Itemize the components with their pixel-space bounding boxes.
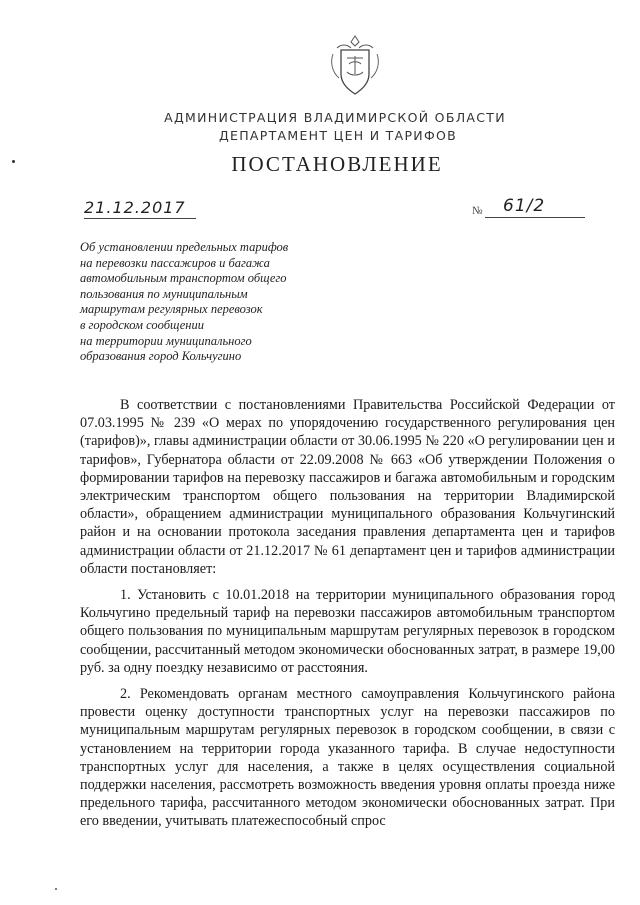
subject-line: автомобильным транспортом общего: [80, 271, 287, 286]
subject-line: на территории муниципального: [80, 333, 252, 348]
document-subject: [80, 240, 340, 365]
coat-of-arms-icon: [327, 34, 383, 96]
organization-name: АДМИНИСТРАЦИЯ ВЛАДИМИРСКОЙ ОБЛАСТИ: [164, 110, 506, 125]
body-paragraph: 1. Установить с 10.01.2018 на территории муниципального образования город Кольчугино предельный тариф на перевозки пассажиров автомобильным транспортом общего пользования по муниципальным маршрутам регулярных перевозок в городском сообщении, рассчитанный методом экономически обоснованных затрат, в размере 19,00 руб. за одну поездку независимо от расстояния.: [80, 587, 615, 676]
date-underline: [84, 218, 196, 219]
document-number: 61/2: [503, 196, 546, 216]
document-date: 21.12.2017: [84, 198, 186, 217]
body-paragraph: В соответствии с постановлениями Правительства Российской Федерации от 07.03.1995 № 239 «О мерах по упорядочению государственного регулирования цен (тарифов)», главы администрации области от 30.06.1995 № 220 «О регулировании цен и тарифов», Губернатора области от 22.09.2008 № 663 «Об утверждении Положения о формировании тарифов на перевозку пассажиров и багажа автомобильным и городским электрическим транспортом общего пользования на территории Владимирской области», обращением администрации муниципального образования Кольчугинский район и на основании протокола заседания правления департамента цен и тарифов администрации области от 21.12.2017 № 61 департамент цен и тарифов администрации области постановляет:: [80, 397, 615, 577]
department-name: ДЕПАРТАМЕНТ ЦЕН И ТАРИФОВ: [218, 128, 458, 143]
subject-line: в городском сообщении: [80, 317, 204, 332]
subject-line: Об установлении предельных тарифов: [80, 240, 289, 254]
scan-mark: [55, 888, 57, 890]
document-type: ПОСТАНОВЛЕНИЕ: [231, 152, 443, 176]
subject-line: пользования по муниципальным: [80, 286, 248, 301]
body-paragraph: 2. Рекомендовать органам местного самоуправления Кольчугинского района провести оценку доступности транспортных услуг на перевозки пассажиров по муниципальным маршрутам регулярных перевозок в городском сообщении, в связи с установлением на территории города указанного тарифа. В случае недоступности транспортных услуг для населения, а также в целях осуществления социальной поддержки населения, рассмотреть возможность введения уровня оплаты проезда ниже предельного тарифа, рассчитанного методом экономически обоснованных затрат. При его введении, учитывать платежеспособный спрос: [80, 686, 615, 830]
number-underline: [485, 217, 585, 218]
subject-line: маршрутам регулярных перевозок: [80, 302, 263, 317]
number-label: №: [472, 205, 483, 217]
document-body: [80, 396, 615, 831]
subject-line: на перевозки пассажиров и багажа: [80, 255, 270, 270]
subject-line: образования город Кольчугино: [80, 349, 242, 364]
